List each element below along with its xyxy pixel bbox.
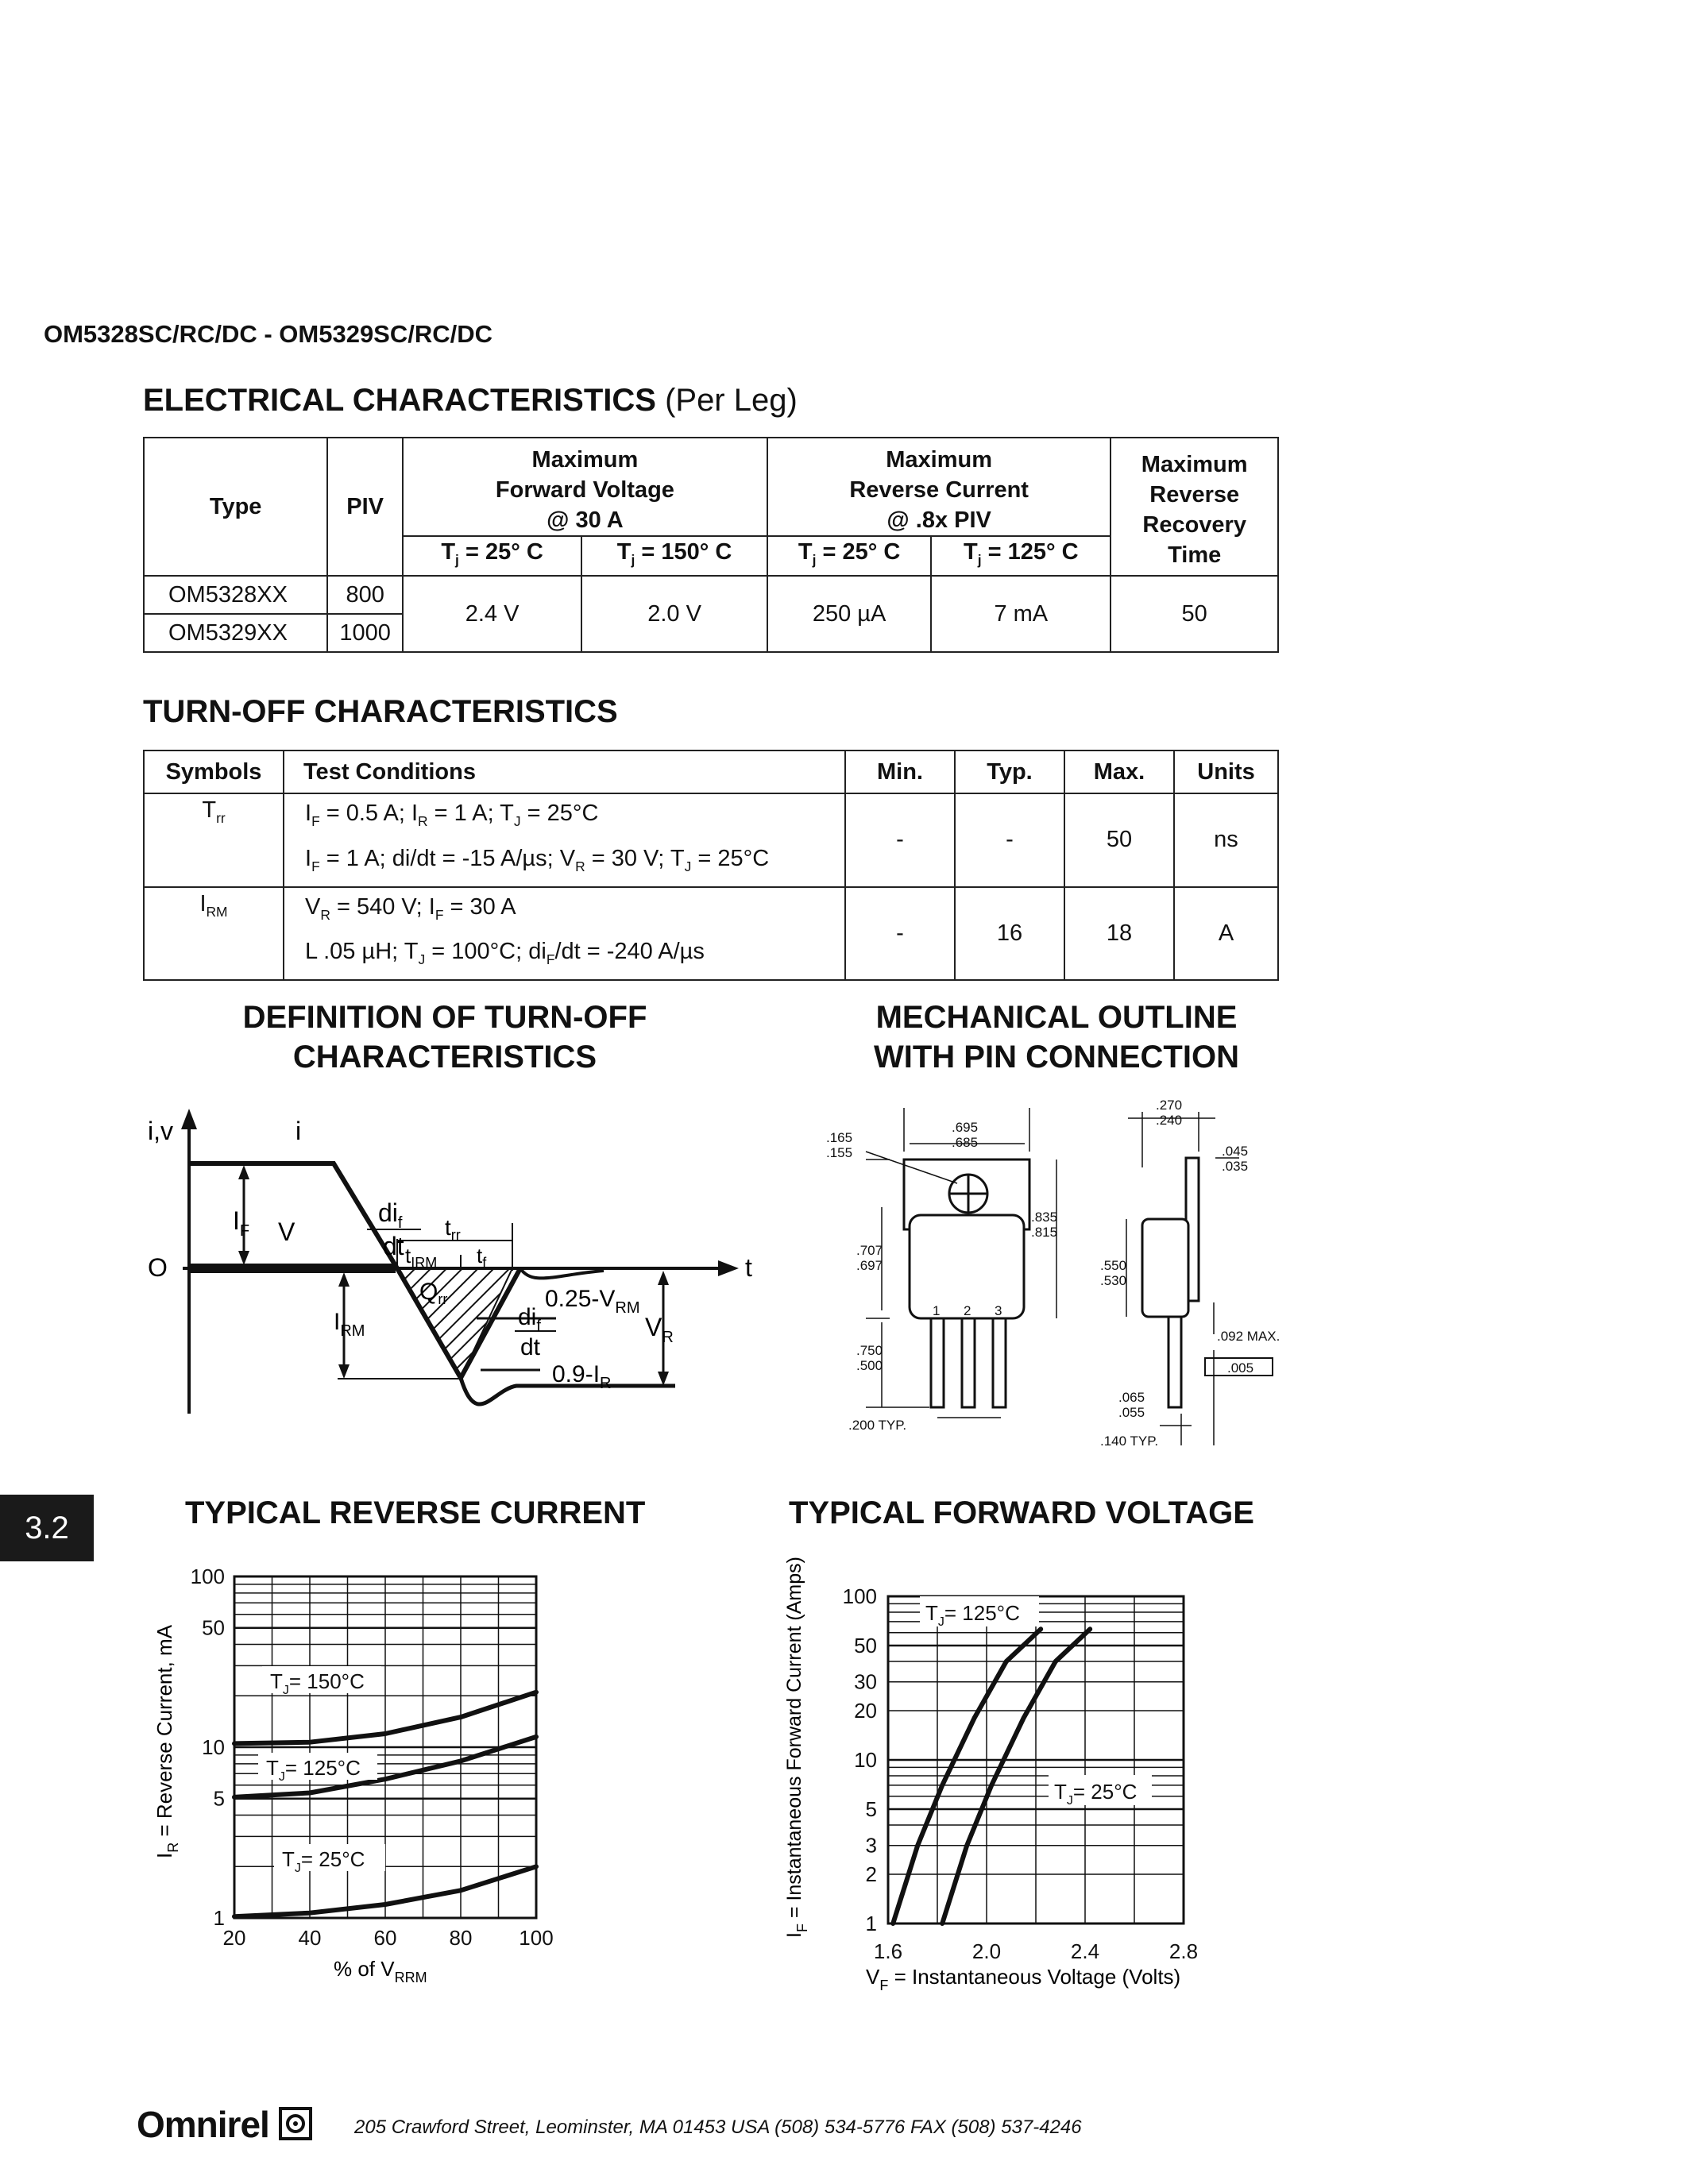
irm-arrow-top xyxy=(338,1272,350,1287)
fv-ytick-1: 1 xyxy=(865,1912,877,1935)
trr-c1c: = 25°C xyxy=(527,801,599,826)
vr-arrow-bottom xyxy=(658,1372,669,1386)
dt-label: dt xyxy=(383,1232,404,1260)
sub-fv-tj25: $T_j = 25^\circ$ C xyxy=(403,536,581,576)
sub-fv-tj150-text: = 150° C xyxy=(641,539,732,565)
irm-typ: 16 xyxy=(955,887,1064,981)
rc-ylabel xyxy=(153,1624,181,1858)
fv-xlabel-rest: = Instantaneous Voltage (Volts) xyxy=(888,1965,1181,1989)
side-pin xyxy=(1168,1317,1181,1407)
side-body xyxy=(1142,1219,1188,1317)
trr-value: 50 xyxy=(1111,576,1278,652)
rc-ylabel-rest: = Reverse Current, mA xyxy=(153,1624,176,1843)
fv-ylabel-sub: F xyxy=(794,1924,810,1933)
fv-label-25-text: = 25°C xyxy=(1072,1780,1138,1804)
trr-c1b: = 1 A; T xyxy=(434,801,514,826)
symbol-irm: $I_{RM}$ xyxy=(144,887,284,981)
trr-units: ns xyxy=(1174,793,1278,887)
col-forward-voltage xyxy=(403,438,767,536)
rr-line-1: Maximum xyxy=(1141,452,1248,477)
page-number-tab: 3.2 xyxy=(0,1495,94,1561)
irm-label xyxy=(334,1309,365,1340)
row1-piv: 800 xyxy=(327,576,403,614)
trr-sub: rr xyxy=(450,1227,461,1243)
reverse-current-title: TYPICAL REVERSE CURRENT xyxy=(185,1495,646,1530)
trr-typ: - xyxy=(955,793,1064,887)
vf-150: 2.0 V xyxy=(581,576,767,652)
sub-rc-tj125-text: = 125° C xyxy=(987,539,1079,565)
logo-text: Omnirel xyxy=(137,2104,269,2145)
col-units: Units xyxy=(1174,751,1278,793)
part-number-header: OM5328SC/RC/DC - OM5329SC/RC/DC xyxy=(44,320,493,348)
fv-ytick-10: 10 xyxy=(854,1748,877,1772)
dim-200: .200 TYP. xyxy=(848,1418,907,1433)
if-main: I xyxy=(233,1206,240,1235)
definition-title xyxy=(207,997,683,1077)
dim-707: .707 xyxy=(856,1243,883,1258)
col-type: Type xyxy=(144,438,327,576)
irm-condition-1: $V_R = 540$ V; $I_F = 30$ A xyxy=(305,893,516,923)
irm-min: - xyxy=(845,887,955,981)
logo-mark-icon xyxy=(279,2107,312,2140)
dim-240: .240 xyxy=(1156,1113,1183,1128)
irm-arrow-bottom xyxy=(338,1364,350,1379)
qrr-sub: rr xyxy=(438,1291,448,1307)
fv-xlabel-main: V xyxy=(866,1965,880,1989)
hole-leader xyxy=(866,1152,957,1183)
tf-sub: f xyxy=(482,1255,487,1271)
trr-main: t xyxy=(445,1215,451,1240)
irm-main: I xyxy=(334,1309,341,1335)
col-min: Min. xyxy=(845,751,955,793)
fv-xlabel xyxy=(866,1965,1180,1993)
row1-type: OM5328XX xyxy=(144,576,327,614)
dim-270: .270 xyxy=(1156,1098,1183,1113)
col-piv: PIV xyxy=(327,438,403,576)
sub-fv-tj25-text: = 25° C xyxy=(465,539,543,565)
if-arrow-bottom xyxy=(238,1251,249,1265)
dim-697: .697 xyxy=(856,1258,883,1273)
sub-rc-tj125: $T_j = 125^\circ$ C xyxy=(931,536,1111,576)
rc-line-2: Reverse Current xyxy=(849,477,1029,503)
fv-curve-label-125: $T_J= 125^\circ C$ xyxy=(925,1601,1020,1629)
rc-ytick-50: 50 xyxy=(202,1615,225,1640)
rc-label-25-text: = 25°C xyxy=(300,1847,365,1871)
qrr-main: Q xyxy=(419,1279,438,1305)
irm-units: A xyxy=(1174,887,1278,981)
rc-line-1: Maximum xyxy=(886,447,993,473)
col-max: Max. xyxy=(1064,751,1174,793)
sub-rc-tj25-text: = 25° C xyxy=(822,539,901,565)
fv-tj-sub-125: J xyxy=(937,1615,944,1629)
025-sub: RM xyxy=(615,1299,640,1317)
dim-092: .092 MAX. xyxy=(1217,1329,1280,1344)
if-sub: F xyxy=(239,1222,250,1240)
forward-voltage-title: TYPICAL FORWARD VOLTAGE xyxy=(789,1495,1254,1530)
fv-line-2: Forward Voltage xyxy=(495,477,674,503)
tirm-label xyxy=(405,1244,437,1271)
voltage-bar xyxy=(189,1264,396,1273)
trr-label xyxy=(445,1215,461,1243)
irm-c1b: = 30 A xyxy=(450,893,516,920)
09-sub: R xyxy=(600,1375,612,1392)
time-axis-label: t xyxy=(745,1253,752,1282)
dim-835: .835 xyxy=(1031,1210,1058,1225)
pin-number-3: 3 xyxy=(995,1303,1002,1318)
vr-sub: R xyxy=(662,1329,674,1346)
dim-550: .550 xyxy=(1100,1258,1127,1273)
dim-045: .045 xyxy=(1222,1144,1249,1159)
pin-number-1: 1 xyxy=(933,1303,941,1318)
trr-max: 50 xyxy=(1064,793,1174,887)
sub-fv-tj150: $T_j = 150^\circ$ C xyxy=(581,536,767,576)
electrical-title-suffix: (Per Leg) xyxy=(665,383,798,418)
tirm-sub: IRM xyxy=(411,1255,438,1271)
fv-ytick-2: 2 xyxy=(865,1862,877,1886)
vr-label xyxy=(645,1313,674,1346)
09-main: 0.9-I xyxy=(552,1361,601,1387)
trr-c2b: = 30 V; T xyxy=(591,845,685,871)
irm-c1a: = 540 V; I xyxy=(336,893,435,920)
row2-piv: 1000 xyxy=(327,614,403,652)
rc-xtick-40: 40 xyxy=(298,1926,322,1950)
didt-main: di xyxy=(378,1198,398,1227)
dim-500: .500 xyxy=(856,1358,883,1373)
electrical-title-text: ELECTRICAL CHARACTERISTICS xyxy=(143,383,656,418)
if-label xyxy=(233,1206,249,1240)
didt2-main: di xyxy=(518,1304,537,1330)
row2-type: OM5329XX xyxy=(144,614,327,652)
symbol-trr: $T_{rr}$ xyxy=(144,793,284,887)
forward-voltage-chart xyxy=(771,1557,1231,2009)
rc-curve-label-25: $T_J= 25^\circ C$ xyxy=(282,1847,365,1875)
col-typ: Typ. xyxy=(955,751,1064,793)
dim-165: .165 xyxy=(826,1130,853,1145)
rr-line-4: Time xyxy=(1168,542,1222,568)
rc-ylabel-main: I xyxy=(153,1852,176,1858)
fv-ytick-50: 50 xyxy=(854,1634,877,1658)
dim-530: .530 xyxy=(1100,1273,1127,1288)
rc-line-3: @ .8x PIV xyxy=(886,507,991,533)
fv-xlabel-sub: F xyxy=(879,1978,889,1993)
dim-695: .695 xyxy=(952,1120,979,1135)
pin-number-2: 2 xyxy=(964,1303,971,1318)
025-label xyxy=(545,1286,640,1317)
ir-125: 7 mA xyxy=(931,576,1111,652)
fv-ytick-30: 30 xyxy=(854,1669,877,1694)
rc-curve-label-125: $T_J= 125^\circ C$ xyxy=(266,1756,361,1784)
irm-condition-2: L .05 µH; $T_J = 100^\circ C$; $di_F/dt = -240$ A/µs xyxy=(305,939,705,968)
y-axis-arrow xyxy=(181,1109,197,1129)
current-label: i xyxy=(295,1117,302,1145)
fv-ytick-100: 100 xyxy=(842,1584,877,1608)
dim-035: .035 xyxy=(1222,1159,1249,1174)
rc-ytick-1: 1 xyxy=(213,1906,225,1930)
vf-25: 2.4 V xyxy=(403,576,581,652)
fv-xtick-2.0: 2.0 xyxy=(971,1939,1002,1963)
irm-sub: RM xyxy=(340,1322,365,1340)
turnoff-table xyxy=(143,750,1279,981)
fv-xtick-2.8: 2.8 xyxy=(1168,1939,1199,1963)
fv-line-3: @ 30 A xyxy=(547,507,624,533)
pin-1 xyxy=(931,1318,944,1407)
fv-ylabel xyxy=(783,1557,810,1938)
dim-005: .005 xyxy=(1227,1360,1254,1376)
fv-ylabel-main: I xyxy=(783,1932,805,1938)
tf-label xyxy=(477,1244,487,1271)
vr-arrow-top xyxy=(658,1271,669,1285)
fv-ytick-3: 3 xyxy=(865,1833,877,1858)
trr-c2a: = 1 A; di/dt = -15 A/µs; V xyxy=(326,845,576,871)
fv-ytick-20: 20 xyxy=(854,1698,877,1723)
pin-2 xyxy=(962,1318,975,1407)
dim-055: .055 xyxy=(1118,1405,1145,1420)
rc-tj-sub-25: J xyxy=(294,1862,301,1875)
rr-line-3: Recovery xyxy=(1142,512,1246,538)
pin-3 xyxy=(993,1318,1006,1407)
mechanical-title xyxy=(818,997,1295,1077)
rc-xtick-100: 100 xyxy=(519,1926,554,1950)
col-recovery-time xyxy=(1111,438,1278,576)
rc-xlabel-sub: RRM xyxy=(394,1970,427,1985)
fv-xtick-1.6: 1.6 xyxy=(873,1939,903,1963)
rc-label-150-text: = 150°C xyxy=(288,1669,365,1693)
dim-815: .815 xyxy=(1031,1225,1058,1240)
if-arrow-top xyxy=(238,1165,249,1179)
rc-curve-label-150: $T_J= 150^\circ C$ xyxy=(270,1669,365,1697)
sub-rc-tj25: $T_j = 25^\circ$ C xyxy=(767,536,931,576)
dim-065: .065 xyxy=(1118,1390,1145,1405)
rc-ytick-10: 10 xyxy=(202,1735,225,1759)
dt2-label: dt xyxy=(520,1334,541,1360)
reverse-current-chart xyxy=(143,1557,588,2001)
didt-sub: f xyxy=(397,1214,403,1232)
trr-c2c: = 25°C xyxy=(697,845,770,871)
electrical-table xyxy=(143,437,1279,653)
vr-main: V xyxy=(645,1313,662,1341)
company-logo xyxy=(137,2103,312,2146)
tirm-main: t xyxy=(405,1244,411,1268)
qrr-area xyxy=(397,1268,512,1378)
irm-c2a: L .05 µH; T xyxy=(305,939,419,965)
fv-xtick-2.4: 2.4 xyxy=(1070,1939,1100,1963)
rc-ytick-5: 5 xyxy=(213,1786,225,1811)
dim-140: .140 TYP. xyxy=(1100,1433,1159,1445)
fv-line-1: Maximum xyxy=(531,447,639,473)
rc-xlabel-main: % of V xyxy=(334,1957,395,1981)
fv-grid xyxy=(888,1596,1184,1924)
fv-ytick-5: 5 xyxy=(865,1797,877,1822)
025-main: 0.25-V xyxy=(545,1286,616,1312)
irm-c2b: = 100°C; di xyxy=(431,939,547,965)
rc-ytick-100: 100 xyxy=(190,1565,225,1588)
rc-label-125-text: = 125°C xyxy=(284,1756,361,1780)
fv-curve-label-25: $T_J= 25^\circ C$ xyxy=(1054,1780,1138,1808)
fv-tj-sub-25: J xyxy=(1066,1794,1073,1808)
company-address: 205 Crawford Street, Leominster, MA 01453 USA (508) 534-5776 FAX (508) 537-4246 xyxy=(354,2116,1082,2138)
rc-xtick-80: 80 xyxy=(449,1926,473,1950)
col-reverse-current xyxy=(767,438,1111,536)
irm-max: 18 xyxy=(1064,887,1174,981)
conditions-irm xyxy=(284,887,845,981)
tf-main: t xyxy=(477,1244,483,1268)
irm-c2c: /dt = -240 A/µs xyxy=(554,939,705,965)
origin-label: O xyxy=(148,1253,168,1282)
didt2-sub: f xyxy=(536,1318,541,1335)
definition-title-1: DEFINITION OF TURN-OFF xyxy=(242,1000,647,1035)
rc-ylabel-sub: R xyxy=(165,1842,181,1853)
rr-line-2: Reverse xyxy=(1149,482,1240,507)
ir-25: 250 µA xyxy=(767,576,931,652)
turnoff-definition-diagram xyxy=(135,1096,771,1430)
x-axis-arrow xyxy=(718,1260,739,1276)
rc-xtick-60: 60 xyxy=(373,1926,397,1950)
definition-title-2: CHARACTERISTICS xyxy=(292,1040,597,1075)
didt-label xyxy=(378,1198,403,1232)
turnoff-title: TURN-OFF CHARACTERISTICS xyxy=(143,694,618,729)
rc-xtick-20: 20 xyxy=(222,1926,246,1950)
mechanical-title-2: WITH PIN CONNECTION xyxy=(874,1040,1239,1075)
col-symbols: Symbols xyxy=(144,751,284,793)
trr-condition-2: $I_F = 1$ A; di/dt = -15 A/µs; $V_R = 30$ V; $T_J = 25^\circ C$ xyxy=(305,845,770,874)
fv-ylabel-rest: = Instantaneous Forward Current (Amps) xyxy=(783,1557,805,1924)
electrical-title xyxy=(143,383,798,419)
mechanical-outline-diagram xyxy=(810,1096,1303,1445)
dim-155: .155 xyxy=(826,1145,853,1160)
trr-c1a: = 0.5 A; I xyxy=(326,801,419,826)
mechanical-title-1: MECHANICAL OUTLINE xyxy=(875,1000,1238,1035)
col-test-conditions: Test Conditions xyxy=(284,751,845,793)
rc-xlabel xyxy=(334,1957,427,1985)
fv-label-125-text: = 125°C xyxy=(944,1601,1020,1625)
rc-tj-sub-125: J xyxy=(278,1770,285,1784)
conditions-trr xyxy=(284,793,845,887)
trr-condition-1: $I_F = 0.5$ A; $I_R = 1$ A; $T_J = 25^\circ C$ xyxy=(305,801,599,829)
dim-750: .750 xyxy=(856,1343,883,1358)
dim-685: .685 xyxy=(952,1135,979,1150)
trr-min: - xyxy=(845,793,955,887)
axis-iv-label: i,v xyxy=(148,1117,173,1145)
voltage-label: V xyxy=(278,1217,295,1246)
rc-tj-sub-150: J xyxy=(282,1684,289,1697)
